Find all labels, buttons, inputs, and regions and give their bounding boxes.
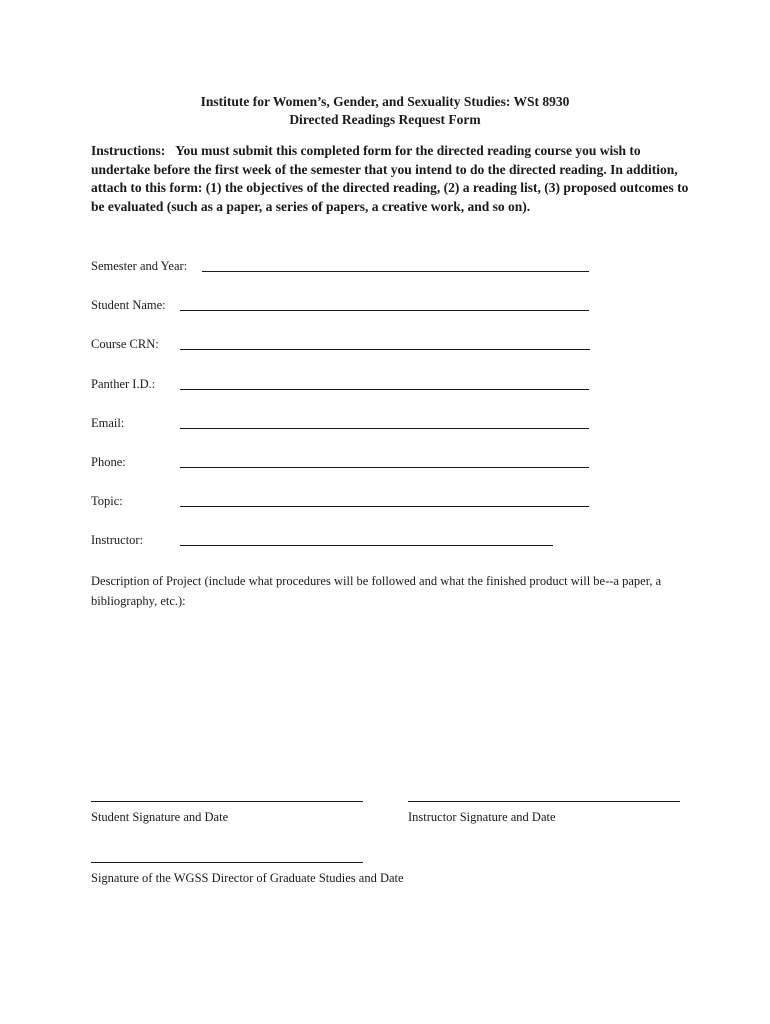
email-field[interactable] <box>180 428 589 429</box>
semester-year-label: Semester and Year: <box>91 259 188 273</box>
project-description-label: Description of Project (include what procedures will be followed and what the finished product will be--a paper, a bibliography, etc.): <box>91 574 662 608</box>
instructions-label: Instructions: <box>91 143 166 158</box>
semester-year-field[interactable] <box>202 271 589 272</box>
panther-id-field[interactable] <box>180 389 589 390</box>
topic-label: Topic: <box>91 494 123 508</box>
course-crn-label: Course CRN: <box>91 337 159 351</box>
topic-field[interactable] <box>180 506 589 507</box>
student-signature-label: Student Signature and Date <box>91 810 229 824</box>
instructions-block <box>91 142 691 216</box>
course-crn-field[interactable] <box>180 349 590 350</box>
instructor-signature-label: Instructor Signature and Date <box>408 810 556 824</box>
email-label: Email: <box>91 416 125 430</box>
phone-label: Phone: <box>91 455 126 469</box>
phone-field[interactable] <box>180 467 589 468</box>
director-signature-line[interactable] <box>91 862 363 863</box>
instructor-signature-line[interactable] <box>408 801 680 802</box>
form-title-line1: Institute for Women’s, Gender, and Sexuality Studies: WSt 8930 <box>200 94 570 109</box>
instructor-field[interactable] <box>180 545 553 546</box>
instructor-label: Instructor: <box>91 533 144 547</box>
student-name-label: Student Name: <box>91 298 166 312</box>
instructions-text: You must submit this completed form for the directed reading course you wish to undertake before the first week of the semester that you intend to do the directed reading. In addition, attach to this form: (1) the objectives of the directed reading, (2) a reading list, (3) proposed outcomes to be evaluated (such as a paper, a series of papers, a creative work, and so on). <box>91 143 689 214</box>
student-name-field[interactable] <box>180 310 589 311</box>
student-signature-line[interactable] <box>91 801 363 802</box>
director-signature-label: Signature of the WGSS Director of Graduate Studies and Date <box>91 871 404 885</box>
panther-id-label: Panther I.D.: <box>91 377 156 391</box>
project-description-area[interactable] <box>91 615 681 785</box>
form-title-line2: Directed Readings Request Form <box>289 112 481 127</box>
